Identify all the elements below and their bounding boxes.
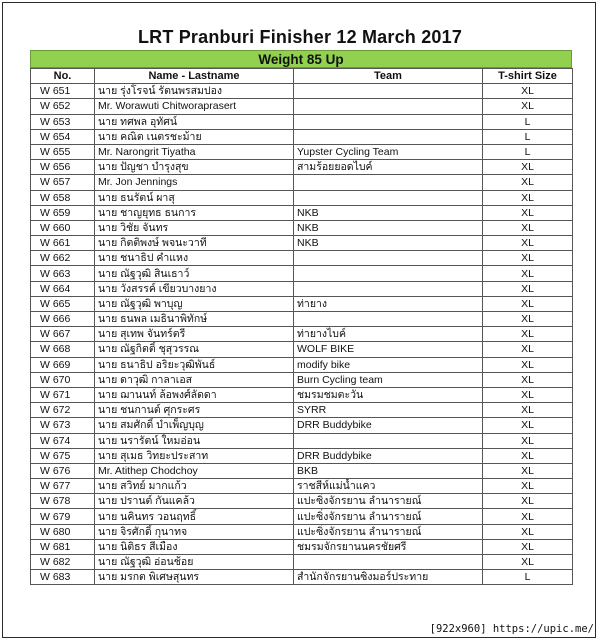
- cell-team: Yupster Cycling Team: [294, 144, 483, 159]
- weight-class-banner: Weight 85 Up: [30, 50, 572, 68]
- cell-team: ท่ายางไบค์: [294, 327, 483, 342]
- table-row: [31, 555, 573, 570]
- cell-team: แปะซิ่งจักรยาน ลำนารายณ์: [294, 494, 483, 509]
- cell-name: นาย วังสรรค์ เขียวบางยาง: [95, 281, 294, 296]
- cell-name: นาย ฌานนท์ ล้อพงศ์ลัดดา: [95, 387, 294, 402]
- cell-team: สำนักจักรยานซิงมอร์ประทาย: [294, 570, 483, 585]
- cell-team: [294, 312, 483, 327]
- cell-team: [294, 99, 483, 114]
- cell-size: XL: [483, 524, 573, 539]
- table-row: [31, 509, 573, 524]
- cell-size: XL: [483, 281, 573, 296]
- cell-name: นาย วิชัย จันทร: [95, 220, 294, 235]
- cell-no: W 662: [31, 251, 95, 266]
- table-row: [31, 251, 573, 266]
- cell-size: XL: [483, 539, 573, 554]
- cell-team: [294, 84, 483, 99]
- cell-name: นาย ณัฐวุฒิ พาบุญ: [95, 296, 294, 311]
- cell-team: Burn Cycling team: [294, 372, 483, 387]
- finisher-table: [30, 68, 573, 585]
- cell-team: NKB: [294, 220, 483, 235]
- cell-size: L: [483, 570, 573, 585]
- cell-name: นาย สุเทพ จันทร์ตรี: [95, 327, 294, 342]
- cell-size: L: [483, 144, 573, 159]
- table-row: [31, 266, 573, 281]
- cell-no: W 665: [31, 296, 95, 311]
- cell-team: [294, 433, 483, 448]
- cell-name: นาย ณัฐกิตติ์ ชุสุวรรณ: [95, 342, 294, 357]
- cell-size: XL: [483, 433, 573, 448]
- results-sheet: [30, 50, 572, 585]
- cell-size: XL: [483, 357, 573, 372]
- cell-no: W 651: [31, 84, 95, 99]
- cell-team: DRR Buddybike: [294, 418, 483, 433]
- cell-name: Mr. Atithep Chodchoy: [95, 463, 294, 478]
- cell-name: นาย สมศักดิ์ บำเพ็ญบุญ: [95, 418, 294, 433]
- cell-no: W 681: [31, 539, 95, 554]
- cell-name: นาย สุเมธ วิทยะประสาท: [95, 448, 294, 463]
- cell-no: W 664: [31, 281, 95, 296]
- cell-no: W 652: [31, 99, 95, 114]
- cell-no: W 672: [31, 403, 95, 418]
- table-row: [31, 327, 573, 342]
- cell-size: XL: [483, 494, 573, 509]
- cell-no: W 677: [31, 479, 95, 494]
- cell-no: W 671: [31, 387, 95, 402]
- cell-team: แปะซิ่งจักรยาน ลำนารายณ์: [294, 509, 483, 524]
- cell-team: NKB: [294, 205, 483, 220]
- cell-no: W 655: [31, 144, 95, 159]
- table-row: [31, 539, 573, 554]
- table-row: [31, 570, 573, 585]
- image-source-caption: [922x960] https://upic.me/: [429, 623, 594, 635]
- cell-size: XL: [483, 84, 573, 99]
- cell-no: W 679: [31, 509, 95, 524]
- cell-no: W 670: [31, 372, 95, 387]
- table-row: [31, 160, 573, 175]
- cell-team: [294, 190, 483, 205]
- cell-name: นาย ทศพล อุทัศน์: [95, 114, 294, 129]
- table-row: [31, 524, 573, 539]
- cell-name: นาย สวิทย์ มากแก้ว: [95, 479, 294, 494]
- cell-name: นาย ปรานต์ กันแคล้ว: [95, 494, 294, 509]
- cell-no: W 678: [31, 494, 95, 509]
- cell-size: XL: [483, 266, 573, 281]
- cell-name: นาย ธนาธิป อริยะวุฒิพันธ์: [95, 357, 294, 372]
- cell-no: W 667: [31, 327, 95, 342]
- header-team: Team: [294, 69, 483, 84]
- table-row: [31, 494, 573, 509]
- cell-no: W 659: [31, 205, 95, 220]
- table-row: [31, 418, 573, 433]
- cell-no: W 663: [31, 266, 95, 281]
- cell-size: XL: [483, 296, 573, 311]
- cell-team: สามร้อยยอดไบค์: [294, 160, 483, 175]
- cell-size: L: [483, 129, 573, 144]
- cell-size: XL: [483, 448, 573, 463]
- table-row: [31, 448, 573, 463]
- header-no: No.: [31, 69, 95, 84]
- cell-no: W 683: [31, 570, 95, 585]
- cell-size: XL: [483, 418, 573, 433]
- cell-name: นาย ชนกานต์ ศุกระศร: [95, 403, 294, 418]
- cell-no: W 668: [31, 342, 95, 357]
- table-row: [31, 205, 573, 220]
- cell-size: XL: [483, 220, 573, 235]
- table-row: [31, 114, 573, 129]
- cell-size: L: [483, 114, 573, 129]
- cell-team: BKB: [294, 463, 483, 478]
- cell-team: SYRR: [294, 403, 483, 418]
- table-row: [31, 463, 573, 478]
- cell-name: Mr. Narongrit Tiyatha: [95, 144, 294, 159]
- cell-name: นาย นคินทร วอนฤทธิ์: [95, 509, 294, 524]
- cell-team: ชมรมจักรยานนครชัยศรี: [294, 539, 483, 554]
- cell-team: DRR Buddybike: [294, 448, 483, 463]
- cell-no: W 680: [31, 524, 95, 539]
- cell-size: XL: [483, 463, 573, 478]
- table-row: [31, 236, 573, 251]
- cell-name: นาย นิติธร สีเมือง: [95, 539, 294, 554]
- cell-team: ท่ายาง: [294, 296, 483, 311]
- cell-no: W 656: [31, 160, 95, 175]
- cell-name: Mr. Jon Jennings: [95, 175, 294, 190]
- cell-size: XL: [483, 190, 573, 205]
- table-row: [31, 357, 573, 372]
- cell-no: W 673: [31, 418, 95, 433]
- cell-size: XL: [483, 99, 573, 114]
- cell-name: นาย มรกต พิเศษสุนทร: [95, 570, 294, 585]
- table-row: [31, 281, 573, 296]
- cell-team: NKB: [294, 236, 483, 251]
- cell-team: [294, 281, 483, 296]
- table-header-row: [31, 69, 573, 84]
- cell-team: WOLF BIKE: [294, 342, 483, 357]
- table-row: [31, 479, 573, 494]
- table-row: [31, 296, 573, 311]
- cell-no: W 675: [31, 448, 95, 463]
- cell-name: นาย คณิต เนตรชะม้าย: [95, 129, 294, 144]
- cell-no: W 669: [31, 357, 95, 372]
- cell-size: XL: [483, 342, 573, 357]
- cell-name: นาย จิรศักดิ์ กุนาทจ: [95, 524, 294, 539]
- cell-size: XL: [483, 387, 573, 402]
- cell-team: ชมรมชมตะวัน: [294, 387, 483, 402]
- cell-name: นาย ธนรัตน์ ผาสุ: [95, 190, 294, 205]
- table-row: [31, 84, 573, 99]
- cell-size: XL: [483, 509, 573, 524]
- cell-no: W 660: [31, 220, 95, 235]
- table-row: [31, 387, 573, 402]
- cell-name: นาย ณัฐวุฒิ สินเธาว์: [95, 266, 294, 281]
- table-row: [31, 99, 573, 114]
- table-row: [31, 175, 573, 190]
- table-row: [31, 144, 573, 159]
- cell-no: W 676: [31, 463, 95, 478]
- cell-size: XL: [483, 205, 573, 220]
- cell-name: นาย ดาวุฒิ กาลาเอส: [95, 372, 294, 387]
- cell-no: W 658: [31, 190, 95, 205]
- cell-name: นาย ธนพล เมธินาพิทักษ์: [95, 312, 294, 327]
- cell-no: W 653: [31, 114, 95, 129]
- cell-team: [294, 251, 483, 266]
- cell-no: W 661: [31, 236, 95, 251]
- cell-size: XL: [483, 479, 573, 494]
- table-row: [31, 129, 573, 144]
- cell-name: นาย ชาญยุทธ ธนการ: [95, 205, 294, 220]
- cell-name: นาย ปัญชา บำรุงสุข: [95, 160, 294, 175]
- page-title: LRT Pranburi Finisher 12 March 2017: [137, 27, 463, 47]
- table-row: [31, 372, 573, 387]
- cell-no: W 657: [31, 175, 95, 190]
- cell-name: นาย รุ่งโรจน์ รัตนพรสมปอง: [95, 84, 294, 99]
- table-row: [31, 190, 573, 205]
- header-name: Name - Lastname: [95, 69, 294, 84]
- cell-team: [294, 266, 483, 281]
- table-row: [31, 312, 573, 327]
- cell-name: Mr. Worawuti Chitworaprasert: [95, 99, 294, 114]
- cell-name: นาย กิตติพงษ์ พจนะวาที: [95, 236, 294, 251]
- cell-no: W 666: [31, 312, 95, 327]
- cell-size: XL: [483, 312, 573, 327]
- cell-size: XL: [483, 327, 573, 342]
- cell-team: [294, 555, 483, 570]
- cell-team: ราชสีห์แม่น้ำแคว: [294, 479, 483, 494]
- cell-team: แปะซิ่งจักรยาน ลำนารายณ์: [294, 524, 483, 539]
- cell-no: W 674: [31, 433, 95, 448]
- table-row: [31, 433, 573, 448]
- cell-size: XL: [483, 175, 573, 190]
- cell-name: นาย ชนาธิป คำแหง: [95, 251, 294, 266]
- cell-size: XL: [483, 403, 573, 418]
- cell-no: W 654: [31, 129, 95, 144]
- cell-size: XL: [483, 236, 573, 251]
- cell-size: XL: [483, 555, 573, 570]
- cell-name: นาย นรารัตน์ ใหมอ่อน: [95, 433, 294, 448]
- table-row: [31, 342, 573, 357]
- cell-team: modify bike: [294, 357, 483, 372]
- cell-team: [294, 114, 483, 129]
- table-row: [31, 220, 573, 235]
- cell-size: XL: [483, 160, 573, 175]
- cell-team: [294, 175, 483, 190]
- table-row: [31, 403, 573, 418]
- cell-team: [294, 129, 483, 144]
- cell-size: XL: [483, 251, 573, 266]
- cell-size: XL: [483, 372, 573, 387]
- cell-name: นาย ณัฐวุฒิ อ่อนช้อย: [95, 555, 294, 570]
- header-size: T-shirt Size: [483, 69, 573, 84]
- cell-no: W 682: [31, 555, 95, 570]
